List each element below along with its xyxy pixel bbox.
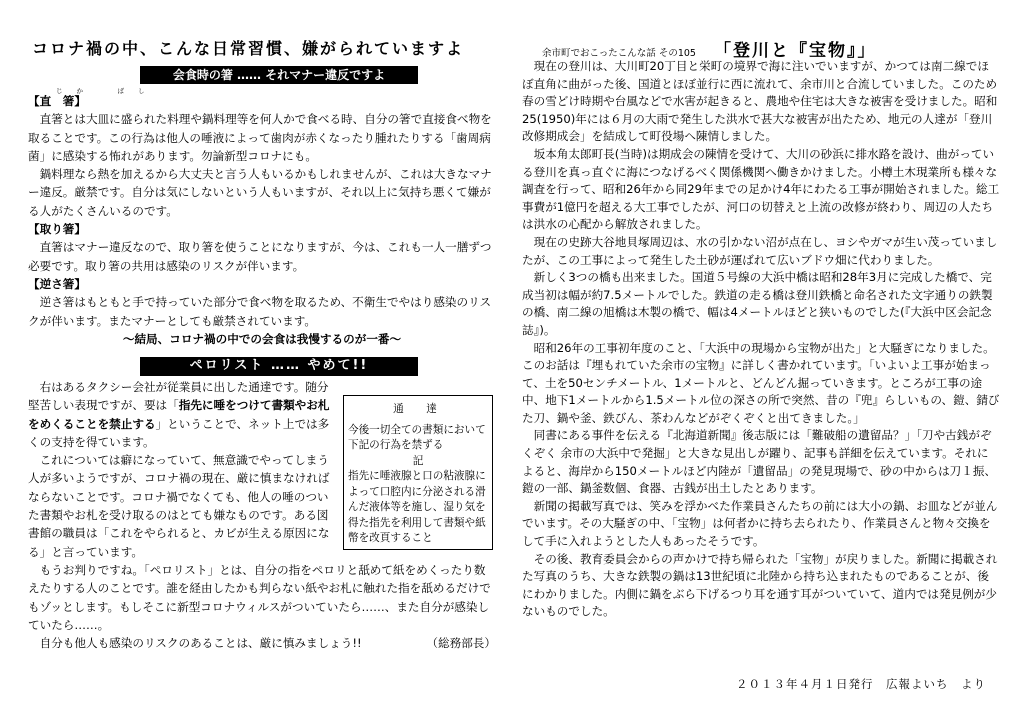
paragraph: 直箸はマナー違反なので、取り箸を使うことになりますが、今は、これも一人一膳ずつ必要です。取り箸の共用は感染のリスクが伴います。 — [28, 240, 492, 273]
paragraph — [28, 378, 333, 451]
label-jikabashi: 【直 箸】 — [28, 94, 86, 108]
closing-line — [28, 634, 496, 652]
paragraph: 昭和26年の工事初年度のこと、「大浜中の現場から宝物が出た」と大騒ぎになりました。このお話は『埋もれていた余市の宝物』に詳しく書かれています。「いよいよ工事が始まって、土を50センチメートル、1メートルと、どんどん掘っていきます。ところが工事の途中、地下1メートルから1.5メートル位の深さの所で突然、昔の『兜』らしいもの、鎧、錆びた刀、鍋や釜、鉄びん、茶わんなどがぞくぞくと出てきました。」 — [522, 340, 1000, 425]
conclusion: ～結局、コロナ禍の中での会食は我慢するのが一番～ — [122, 331, 402, 346]
paragraph: その後、教育委員会からの声かけで持ち帰られた「宝物」が戻りました。新聞に掲載された写真のうち、大きな鉄製の鍋は13世紀頃に北陸から持ち込まれたものであることが、後にわかりました。内側に鍋をぶら下げるつり耳を通す耳がついていて、道内では発見例が少ないものでした。 — [522, 551, 998, 619]
emphasis: 指先に唾をつけて書類やお札をめくることを禁止する — [28, 398, 330, 431]
paragraph: もうお判りですね。「ペロリスト」とは、自分の指をペロリと舐めて紙をめくったり数えたりする人のことです。誰を経由したかも判らない紙やお札に触れた指を舐めるだけでもゾッとします。もしそこに新型コロナウィルスがついていたら……、また自分が感染していたら……。 — [28, 562, 491, 632]
text-run: 右はあるタクシー会社が従業員に出した通達です。随分堅苦しい表現ですが、要は「 — [28, 380, 329, 413]
footer-source: ２０１３年４月１日発行 広報よいち より — [736, 677, 986, 691]
paragraph: 鍋料理なら熱を加えるから大丈夫と言う人もいるかもしれませんが、これは大きなマナー違反。厳禁です。自分は気にしないという人もいますが、それ以上に気持ち悪くて嫌がる人がたくさんいるのです。 — [28, 167, 492, 218]
series-title: 余市町でおこったこんな話 その105 — [542, 48, 696, 59]
wrapped-text — [28, 378, 333, 561]
notice-box — [343, 395, 493, 550]
notice-ki: 記 — [412, 454, 424, 467]
text-run: 」ということで、ネット上では多くの支持を得ています。 — [28, 416, 330, 449]
section-banner-chopsticks: 会食時の箸 …… それマナー違反ですよ — [140, 66, 418, 84]
paragraph: 直箸とは大皿に盛られた料理や鍋料理等を何人かで食べる時、自分の箸で直接食べ物を取ることです。この行為は他人の唾液によって歯肉が赤くなったり腫れたりする「歯周病菌」に感染する怖れがあります。勿論新型コロナにも。 — [28, 112, 492, 163]
furigana: じか ばし — [56, 87, 159, 95]
closing-text: 自分も他人も感染のリスクのあることは、厳に慎みましょう!! — [28, 636, 362, 651]
paragraph: 坂本角太郎町長(当時)は期成会の陳情を受けて、大川の砂浜に排水路を設け、曲がっている登川を真っ直ぐに海につなげるべく関係機関へ働きかけました。小樽土木現業所も様々な調査を行って、昭和26年から同29年までの足かけ4年にわたる工事が開始されました。総工事費が1億円を超える大工事でしたが、河口の切替えと上流の改修が終わり、周辺の人たちは洪水の心配から解放されました。 — [522, 146, 1000, 232]
label-sakasabashi: 【逆さ箸】 — [28, 276, 86, 291]
paragraph: 逆さ箸はもともと手で持っていた部分で食べ物を取るため、不衛生でやはり感染のリスクが伴います。またマナーとしても厳禁されています。 — [28, 295, 492, 328]
story-body — [522, 58, 1000, 621]
notice-heading: 通 達 — [393, 403, 443, 415]
paragraph: 新しく3つの橋も出来ました。国道５号線の大浜中橋は昭和28年3月に完成した橋で、完成当初は幅が約7.5メートルでした。鉄道の走る橋は登川鉄橋と命名された文字通りの鉄製の橋、南二線の旭橋は木製の橋で、幅は4メートルほどと狭いものでした(『大浜中区会記念誌』)。 — [522, 270, 993, 337]
paragraph: 同書にある事件を伝える『北海道新聞』後志版には「難破船の遺留品？」「刀や古銭がぞくぞく 余市の大浜中で発掘」と大きな見出しが躍り、記事も詳細を伝えています。それによると、海岸から150メートルほど内陸が「遺留品」の発見現場で、砂の中からは刀１振、鎧の一部、鍋釜数個、食器、古銭が出土したとあります。 — [522, 428, 997, 496]
signature: （総務部長） — [426, 636, 496, 651]
notice-text: 今後一切全ての書類において下記の行為を禁ずる — [348, 423, 486, 451]
label-toribashi: 【取り箸】 — [28, 222, 86, 237]
article-title: コロナ禍の中、こんな日常習慣、嫌がられていますよ — [32, 39, 465, 58]
paragraph: 現在の史跡大谷地貝塚周辺は、水の引かない沼が点在し、ヨシやガマが生い茂っていましたが、この工事によって発生した土砂が運ばれて広いブドウ畑に代わりました。 — [522, 234, 998, 267]
paragraph: 新聞の掲載写真では、笑みを浮かべた作業員さんたちの前には大小の鍋、お皿などが並んでいます。その大騒ぎの中、「宝物」は何者かに持ち去られたり、作業員さんと物々交換をして手に入れようとした人もあったそうです。 — [522, 498, 998, 549]
section-banner-perorist: ペロリスト …… やめて!! — [140, 357, 418, 376]
notice-text: 指先に唾液腺と口の粘液腺によって口腔内に分泌される滑んだ液体等を施し、湿り気を得た指先を利用して書類や紙幣を改頁すること — [348, 470, 486, 544]
story-title: 「登川と『宝物』」 — [713, 41, 877, 61]
paragraph: 現在の登川は、大川町20丁目と栄町の境界で海に注いでいますが、かつては南二線でほぼ直角に曲がった後、国道とほぼ並行に西に流れて、余市川と合流していました。このため春の雪どけ時期や台風などで水害が起きると、農地や住宅は大きな被害を受けました。昭和25(1950)年には６月の大雨で発生した洪水で甚大な被害が出たため、地元の人達が「登川改修期成会」を結成して町役場へ陳情しました。 — [522, 59, 998, 144]
chopsticks-section — [28, 92, 496, 348]
paragraph: これについては癖になっていて、無意識でやってしまう人が多いようですが、コロナ禍の現在、厳に慎まなければならないことです。コロナ禍でなくても、他人の唾のついた書類やお札を受け取るのはとても嫌なものです。ある図書館の職員は「これをやられると、カビが生える原因になる」と言っています。 — [28, 453, 330, 559]
